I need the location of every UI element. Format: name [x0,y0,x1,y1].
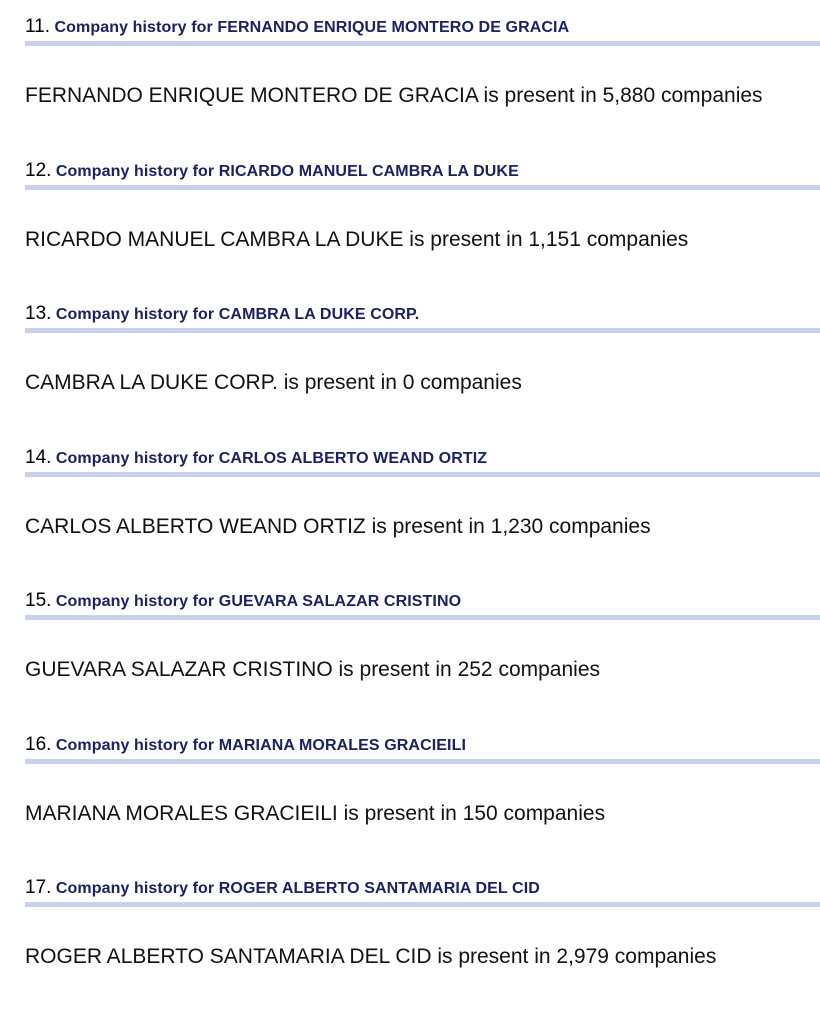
entry-heading [25,301,419,327]
section-divider [25,902,820,907]
company-history-link[interactable]: Company history for CAMBRA LA DUKE CORP. [55,306,420,323]
entry-heading [25,875,540,901]
company-history-entry-13 [25,301,820,444]
company-history-entry-12 [25,158,820,301]
entry-number: 12. [25,160,52,181]
section-divider [25,185,820,190]
company-history-link[interactable]: Company history for MARIANA MORALES GRACIEILI [55,737,467,754]
company-history-entry-14 [25,445,820,588]
company-count-text: FERNANDO ENRIQUE MONTERO DE GRACIA is present in 5,880 companies [25,84,763,107]
company-history-link[interactable]: Company history for FERNANDO ENRIQUE MONTERO DE GRACIA [54,19,570,36]
company-count-text: GUEVARA SALAZAR CRISTINO is present in 252 companies [25,658,600,681]
company-count-text: MARIANA MORALES GRACIEILI is present in 150 companies [25,802,606,825]
section-divider [25,759,820,764]
entry-heading [25,732,466,758]
entry-number: 14. [25,447,52,468]
company-count-text: CAMBRA LA DUKE CORP. is present in 0 companies [25,371,522,394]
company-history-entry-16 [25,732,820,875]
company-history-entry-11 [25,14,820,157]
company-history-entry-17 [25,875,820,1018]
entry-heading [25,588,461,614]
entry-heading [25,14,569,40]
entry-number: 11. [25,16,51,37]
entry-number: 17. [25,877,52,898]
entry-heading [25,158,519,184]
company-history-link[interactable]: Company history for RICARDO MANUEL CAMBRA LA DUKE [55,163,519,180]
company-count-text: RICARDO MANUEL CAMBRA LA DUKE is present in 1,151 companies [25,228,689,251]
section-divider [25,328,820,333]
entry-number: 13. [25,303,52,324]
company-count-text: ROGER ALBERTO SANTAMARIA DEL CID is present in 2,979 companies [25,945,717,968]
section-divider [25,472,820,477]
company-history-entry-15 [25,588,820,731]
company-count-text: CARLOS ALBERTO WEAND ORTIZ is present in 1,230 companies [25,515,651,538]
entry-number: 15. [25,590,52,611]
entry-number: 16. [25,734,52,755]
entry-heading [25,445,487,471]
section-divider [25,41,820,46]
company-history-link[interactable]: Company history for CARLOS ALBERTO WEAND ORTIZ [55,450,488,467]
section-divider [25,615,820,620]
company-history-link[interactable]: Company history for ROGER ALBERTO SANTAMARIA DEL CID [55,880,540,897]
company-history-link[interactable]: Company history for GUEVARA SALAZAR CRISTINO [55,593,462,610]
